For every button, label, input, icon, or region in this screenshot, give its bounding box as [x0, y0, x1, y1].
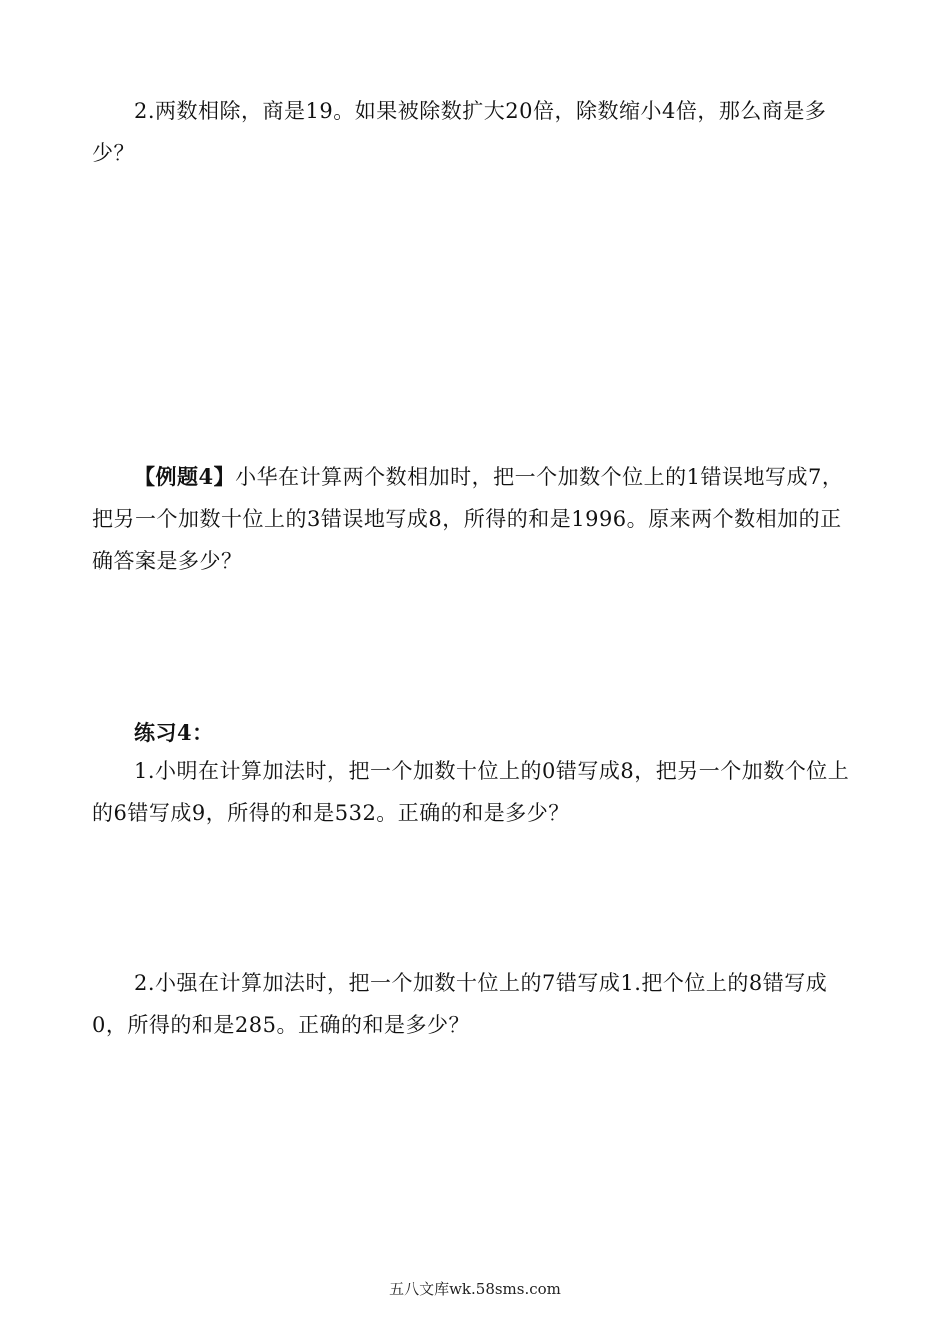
problem-2: [92, 90, 862, 174]
practice-4-heading: [92, 712, 862, 754]
practice-4-heading-text: 练习4：: [134, 720, 214, 745]
practice-item-1-text: 1.小明在计算加法时，把一个加数十位上的0错写成8，把另一个加数个位上的6错写成9，所得的和是532。正确的和是多少？: [92, 759, 850, 825]
practice-item-1: [92, 750, 862, 834]
practice-item-2-text: 2.小强在计算加法时，把一个加数十位上的7错写成1.把个位上的8错写成0，所得的和是285。正确的和是多少？: [92, 971, 828, 1037]
example-4: [92, 456, 862, 582]
problem-2-text: 2.两数相除，商是19。如果被除数扩大20倍，除数缩小4倍，那么商是多少？: [92, 99, 827, 165]
page-footer: 五八文库wk.58sms.com: [389, 1280, 561, 1298]
practice-item-2: [92, 962, 862, 1046]
example-4-label: 【例题4】: [134, 464, 236, 489]
example-4-text: 小华在计算两个数相加时，把一个加数个位上的1错误地写成7，把另一个加数十位上的3错误地写成8，所得的和是1996。原来两个数相加的正确答案是多少？: [92, 465, 844, 573]
